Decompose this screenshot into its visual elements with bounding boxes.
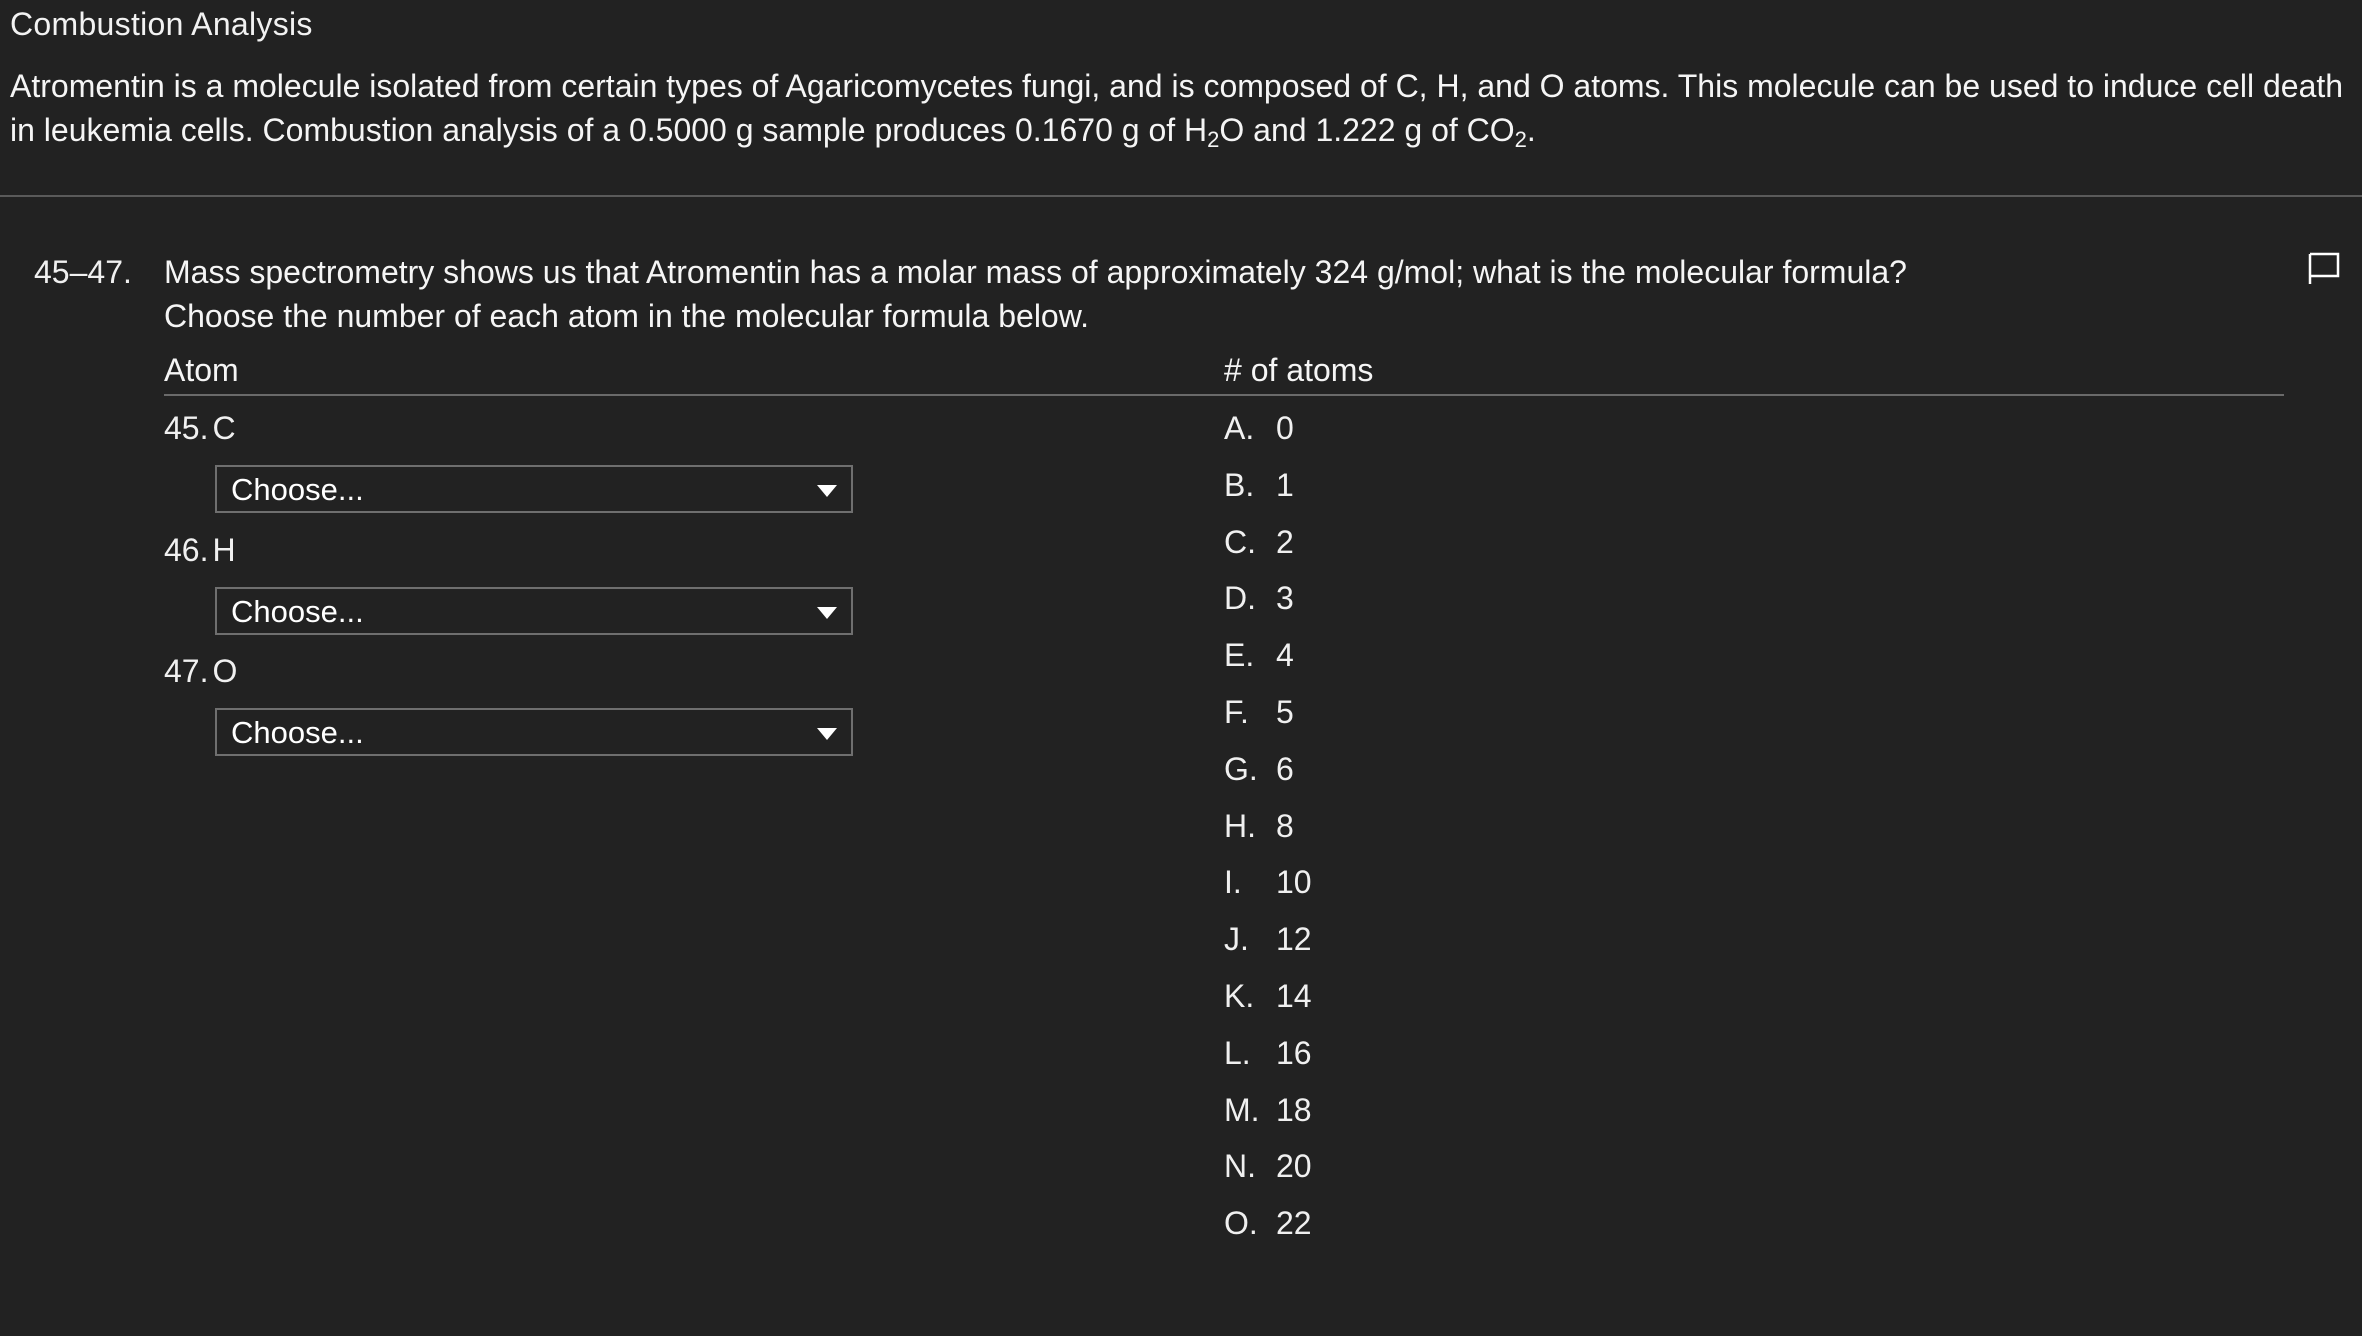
caret-down-icon <box>817 485 837 497</box>
section-divider <box>0 195 2362 197</box>
answer-option <box>1224 635 1312 692</box>
item-atom: O <box>212 653 238 689</box>
item-label-h <box>164 530 236 570</box>
question-prompt <box>164 250 1907 338</box>
option-value: 4 <box>1276 637 1294 674</box>
item-number: 47. <box>164 653 209 689</box>
question-number: 45–47. <box>34 254 132 290</box>
item-number: 46. <box>164 532 209 568</box>
answer-option <box>1224 749 1312 806</box>
option-value: 10 <box>1276 864 1312 901</box>
option-letter: J. <box>1224 921 1249 958</box>
answer-option <box>1224 976 1312 1033</box>
caret-down-icon <box>817 607 837 619</box>
intro-paragraph <box>10 64 2355 152</box>
flag-icon[interactable] <box>2306 250 2342 286</box>
answer-option <box>1224 1033 1312 1090</box>
intro-text-1: Atromentin is a molecule isolated from certain types of Agaricomycetes fungi, and is composed of C, H, and O atoms. This molecule can be used to induce cell death in leukemia cells. Combustion analysis of a 0.5000 g sample produces 0.1670 g of H <box>10 68 2344 148</box>
item-label-c <box>164 408 236 448</box>
option-letter: N. <box>1224 1148 1256 1185</box>
answer-option <box>1224 408 1312 465</box>
option-value: 6 <box>1276 750 1294 787</box>
answer-option <box>1224 1203 1312 1260</box>
option-letter: G. <box>1224 750 1258 787</box>
option-letter: C. <box>1224 523 1256 560</box>
item-number: 45. <box>164 410 209 446</box>
option-letter: B. <box>1224 466 1255 503</box>
answer-option <box>1224 522 1312 579</box>
caret-down-icon <box>817 728 837 740</box>
item-label-o <box>164 651 237 691</box>
select-value: Choose... <box>231 472 364 507</box>
option-value: 8 <box>1276 807 1294 844</box>
item-atom: H <box>212 532 236 568</box>
answer-option <box>1224 578 1312 635</box>
option-letter: E. <box>1224 637 1255 674</box>
option-letter: M. <box>1224 1091 1260 1128</box>
option-letter: H. <box>1224 807 1256 844</box>
option-letter: D. <box>1224 580 1256 617</box>
option-letter: I. <box>1224 864 1242 901</box>
option-value: 2 <box>1276 523 1294 560</box>
option-letter: F. <box>1224 693 1249 730</box>
intro-subscript-2: 2 <box>1514 127 1527 152</box>
option-value: 14 <box>1276 977 1312 1014</box>
column-header-atom: Atom <box>164 352 239 388</box>
intro-subscript-1: 2 <box>1207 127 1220 152</box>
column-header-count: # of atoms <box>1224 352 1374 388</box>
option-letter: O. <box>1224 1205 1258 1242</box>
select-oxygen-count[interactable] <box>215 708 853 756</box>
option-value: 12 <box>1276 921 1312 958</box>
item-atom: C <box>212 410 236 446</box>
option-value: 0 <box>1276 410 1294 446</box>
option-value: 20 <box>1276 1148 1312 1185</box>
option-value: 3 <box>1276 580 1294 617</box>
intro-text-3: . <box>1526 112 1536 148</box>
question-line-1: Mass spectrometry shows us that Atromentin has a molar mass of approximately 324 g/mol; what is the molecular formula? <box>164 254 1907 290</box>
select-value: Choose... <box>231 715 364 750</box>
select-hydrogen-count[interactable] <box>215 587 853 635</box>
select-carbon-count[interactable] <box>215 465 853 513</box>
option-value: 16 <box>1276 1034 1312 1071</box>
option-letter: K. <box>1224 977 1255 1014</box>
option-letter: L. <box>1224 1034 1251 1071</box>
answer-option <box>1224 919 1312 976</box>
option-value: 22 <box>1276 1205 1312 1242</box>
option-value: 5 <box>1276 693 1294 730</box>
option-value: 18 <box>1276 1091 1312 1128</box>
intro-text-2: O and 1.222 g of CO <box>1219 112 1515 148</box>
answer-option <box>1224 1090 1312 1147</box>
select-value: Choose... <box>231 594 364 629</box>
answer-option <box>1224 862 1312 919</box>
option-letter: A. <box>1224 410 1255 446</box>
answer-option <box>1224 692 1312 749</box>
option-value: 1 <box>1276 466 1294 503</box>
answer-option <box>1224 806 1312 863</box>
question-line-2: Choose the number of each atom in the molecular formula below. <box>164 298 1089 334</box>
section-title: Combustion Analysis <box>10 6 313 42</box>
answer-option <box>1224 1146 1312 1203</box>
answer-option <box>1224 465 1312 522</box>
answer-options-list <box>1224 408 1312 1260</box>
header-divider <box>164 394 2284 396</box>
